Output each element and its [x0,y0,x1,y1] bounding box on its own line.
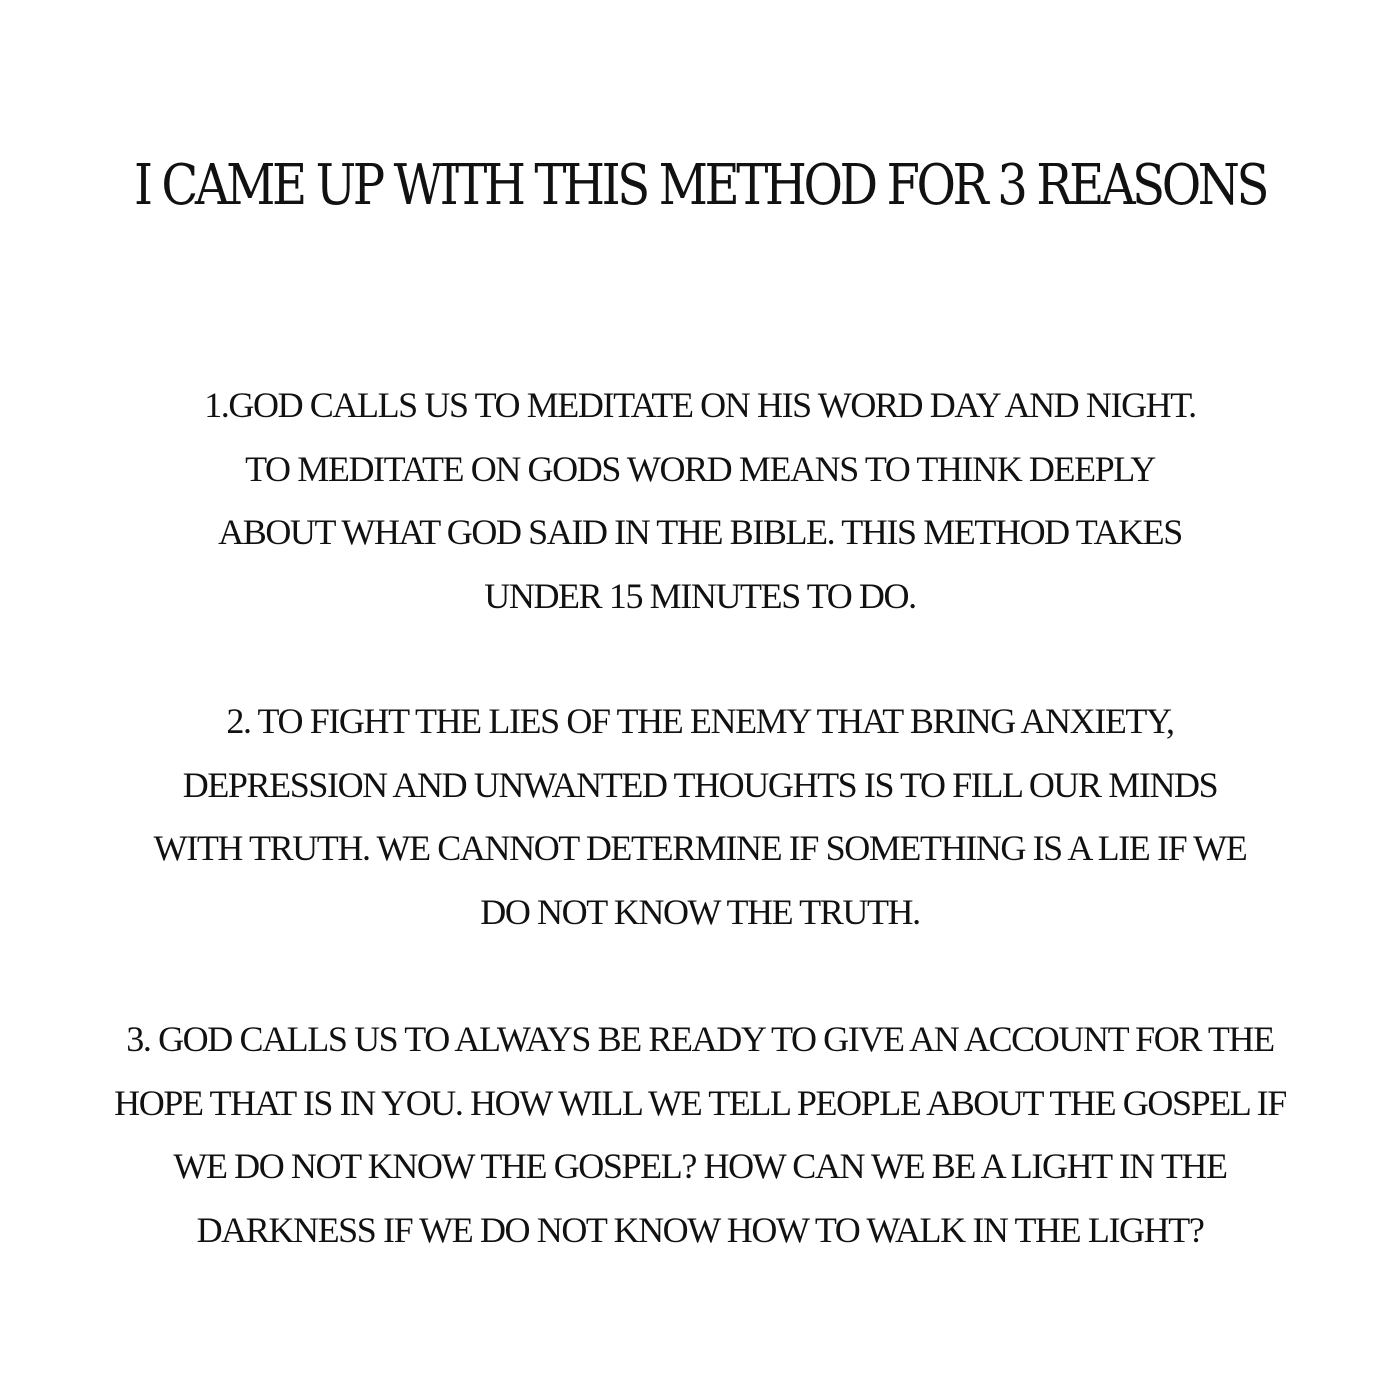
reason-3-line-2: HOPE THAT IS IN YOU. HOW WILL WE TELL PEOPLE ABOUT THE GOSPEL IF [114,1082,1286,1123]
reason-3-line-4: DARKNESS IF WE DO NOT KNOW HOW TO WALK IN THE LIGHT? [196,1210,1204,1251]
reason-2-line-1: 2. TO FIGHT THE LIES OF THE ENEMY THAT BRING ANXIETY, [226,701,1174,741]
reason-1 [0,374,1400,629]
reason-1-line-2: TO MEDITATE ON GODS WORD MEANS TO THINK DEEPLY [245,448,1155,489]
reason-2-line-2: DEPRESSION AND UNWANTED THOUGHTS IS TO FILL OUR MINDS [182,764,1218,805]
reason-2-line-4: DO NOT KNOW THE TRUTH. [480,892,920,933]
reason-2 [0,690,1400,945]
reason-3-line-1: 3. GOD CALLS US TO ALWAYS BE READY TO GIVE AN ACCOUNT FOR THE [126,1019,1274,1059]
reason-2-line-3: WITH TRUTH. WE CANNOT DETERMINE IF SOMETHING IS A LIE IF WE [153,828,1247,869]
reason-3 [0,1008,1400,1263]
reason-3-line-3: WE DO NOT KNOW THE GOSPEL? HOW CAN WE BE A LIGHT IN THE [173,1146,1227,1187]
reason-1-line-4: UNDER 15 MINUTES TO DO. [484,576,916,617]
reason-1-line-3: ABOUT WHAT GOD SAID IN THE BIBLE. THIS METHOD TAKES [218,512,1182,553]
reason-1-line-1: 1.GOD CALLS US TO MEDITATE ON HIS WORD DAY AND NIGHT. [204,385,1196,425]
page-title: I CAME UP WITH THIS METHOD FOR 3 REASONS [133,153,1267,218]
